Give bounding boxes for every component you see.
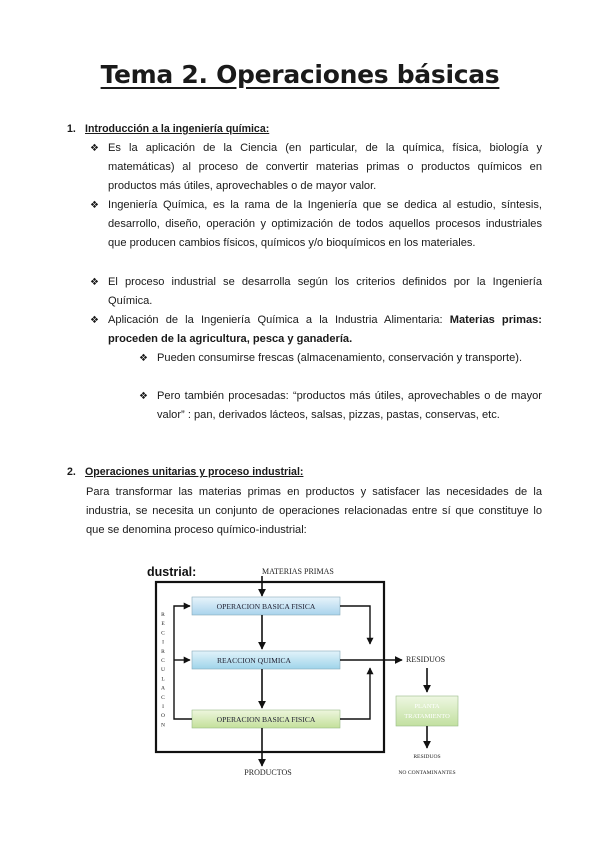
plant-label-2: TRATAMIENTO xyxy=(404,713,450,720)
section-2-paragraph: Para transformar las materias primas en productos y satisfacer las necesidades de la industria, se necesita un conjunto de operaciones relacionadas entre sí que constituye lo que se denomina proceso químico-industrial: xyxy=(86,486,542,537)
box1-label: OPERACION BASICA FISICA xyxy=(216,602,316,611)
recirculation-letter: E xyxy=(161,621,165,628)
section-1-title: Introducción a la ingeniería química: xyxy=(85,123,270,135)
bullet-text: Aplicación de la Ingeniería Química a la Industria Alimentaria: xyxy=(108,314,450,326)
recirculation-letter: A xyxy=(161,685,165,692)
list-item xyxy=(90,196,542,254)
bullet-text: Es la aplicación de la Ciencia (en particular, de la química, física, biología y matemáticas) al proceso de convertir materias primas o productos químicos en productos más útiles, aprovechables o de mayor valor. xyxy=(108,142,542,193)
sub-bullet-text: Pueden consumirse frescas (almacenamiento, conservación y transporte). xyxy=(157,352,523,364)
bullet-diamond-icon: ❖ xyxy=(90,315,99,326)
products-label: PRODUCTOS xyxy=(244,768,292,777)
bullet-diamond-icon: ❖ xyxy=(90,143,99,154)
bullet-diamond-icon: ❖ xyxy=(139,391,148,402)
clean-residue-label-1: RESIDUOS xyxy=(413,754,441,760)
recirculation-letter: L xyxy=(161,676,165,683)
recirculation-letter: C xyxy=(161,658,165,664)
sub-bullet-text: Pero también procesadas: “productos más útiles, aprovechables o de mayor valor” : pan, derivados lácteos, salsas, pizzas, pastas, conservas, etc. xyxy=(157,390,542,422)
box3-label: OPERACION BASICA FISICA xyxy=(216,715,316,724)
plant-label-1: PLANTA xyxy=(414,703,440,710)
bullet-bold-text: Materias primas: proceden de la agricultura, pesca y ganadería. xyxy=(108,314,542,346)
bullet-diamond-icon: ❖ xyxy=(90,200,99,211)
arrow-box3-residue xyxy=(340,668,370,719)
recirculation-letter: R xyxy=(161,648,165,655)
raw-materials-label: MATERIAS PRIMAS xyxy=(262,567,334,576)
arrow-box1-residue xyxy=(340,606,370,644)
list-item xyxy=(90,139,542,197)
clean-residue-label-2: NO CONTAMINANTES xyxy=(398,770,456,776)
bullet-diamond-icon: ❖ xyxy=(139,353,148,364)
box-planta-tratamiento xyxy=(396,696,458,726)
bullet-text: El proceso industrial se desarrolla según los criterios definidos por la Ingeniería Química. xyxy=(108,276,542,308)
process-diagram xyxy=(144,558,474,780)
recirculation-letter: N xyxy=(161,722,165,729)
recirculation-letter: U xyxy=(161,667,165,674)
cropped-label: dustrial: xyxy=(147,565,197,579)
recirculation-letter: C xyxy=(161,630,165,637)
list-item xyxy=(90,273,542,311)
sub-list-item xyxy=(139,387,542,425)
recirculation-letter: C xyxy=(161,694,165,701)
bullet-text: Ingeniería Química, es la rama de la Ingeniería que se dedica al estudio, síntesis, desarrollo, diseño, operación y optimización de todos aquellos procesos industriales que producen cambios físicos, químicos y/o bioquímicos en los materiales. xyxy=(108,199,542,250)
bullet-diamond-icon: ❖ xyxy=(90,277,99,288)
recirculation-letter: O xyxy=(161,713,165,720)
list-item xyxy=(90,311,542,349)
residues-label: RESIDUOS xyxy=(406,655,446,664)
recirculation-letter: R xyxy=(161,612,165,618)
recirculation-letter: I xyxy=(162,639,164,646)
box2-label: REACCION QUIMICA xyxy=(216,656,292,665)
section-1-number: 1. xyxy=(67,123,76,135)
section-2-number: 2. xyxy=(67,466,76,478)
recirculation-label xyxy=(161,612,165,728)
sub-list-item xyxy=(139,349,542,368)
recirculation-letter: I xyxy=(162,704,164,710)
section-2-title: Operaciones unitarias y proceso industrial: xyxy=(85,466,304,478)
recycle-loop-left xyxy=(174,606,192,719)
page-title: Tema 2. Operaciones básicas xyxy=(100,60,500,89)
